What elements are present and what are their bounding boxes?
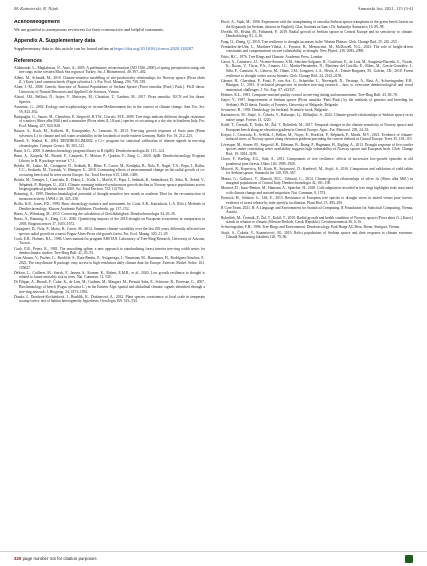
- reference-entry: Jovanović, B., 1992. Dendrology (in Serbian). Scientific book, Belgrade.: [221, 108, 329, 113]
- reference-entry: Fritts, H.C., 1976. Tree Rings and Climate. Academic Press, London.: [221, 54, 324, 59]
- reference-entry: Lloret, F., Keeling, E.G., Sala, A., 2011. Components of tree resilience: effects of successive low-growth episodes in old ponderosa pine forests. Oikos 120, 1909–1920.: [221, 156, 413, 166]
- acknowledgement-title: Acknowledgement: [14, 20, 60, 25]
- right-column: [221, 20, 413, 548]
- reference-entry: Aloni, J.-M., 2008. Genetic Structure of Natural Populations of Serbian Spruce (Picea omorika (Panč.) Purk.). Ph.D thesis. University of Natural Resources and Applied Life Sciences, Vienna.: [14, 85, 205, 95]
- references-title: References: [14, 57, 42, 64]
- reference-entry: Briffa, K.R., Jones, P.D., 1990. Basic chronology statistics and assessment. In: Cook, E.R., Kairiukstis, L.A. (Eds.), Methods of Dendrochronology. Kluwer Academic Publishers, Dordrecht, pp. 137–152.: [14, 202, 205, 211]
- reference-entry: Mazza, G., Gallucci, V., Manetti, M.C., Urbinati, C., 2014. Climate-growth relationships of silver fir (Abies alba Mill.) in marginal populations of Central Italy. Dendrochronologia 32, 181–190.: [221, 176, 413, 186]
- reference-entry: Dvořák, M., Hrubá, M., Fabianek, P., 2019. Radial growth of Serbian spruce in Central Europe and its sensitivity to climate. Dendrobiology 81, 4–16.: [221, 29, 413, 39]
- reference-entry: Schweingruber, F.H., 1996. Tree Rings and Environment. Dendroecology. Paul Haupt AG Bern, Berne, Stuttgart, Vienna.: [221, 225, 400, 230]
- reference-entry: Gazol, A., Camarero, J.J., Vicente-Serrano, S.M., Sánchez-Salguero, R., Gutiérrez, E., de Luis, M., Sangüesa-Barreda, G., Novak, K., Rozas, V., Tíscar, P.A., Linares, J.C., Martín-Hernández, N., Martínez del Castillo, E., Ribas, M., García-González, I., Silla, F., Camisón, A., Génova, M., Olano, J.M., Longares, L.A., Hevia, A., Tomás-Burguera, M., Galván, J.D., 2018. Forest resilience to drought varies across biomes. Glob. Change Biol. 24, 2143–2158.: [221, 59, 413, 78]
- reference-entry: Alstad, J.M., Bellizzi, D., Isajev, V., Matvejev, M., Christian, T., Gardner, M., 2017. Picea omorika. IUCN red list threat. Species.: [14, 95, 205, 104]
- reference-entry: Isajev, V., 1987. Improvement of Serbian spruce (Picea omorika /Panč./Purk.) by the methods of genetics and breeding (in Serbian). Ph.D thesis. Faculty of Forestry, University of Belgrade, Belgrade.: [221, 98, 413, 107]
- reference-entry: Montwé, D., Isaac-Renton, M., Hamann, A., Spiecker, H., 2018. Cold adaptation recorded in tree rings highlights risks associated with climate change and assisted migration. Nat. Commun. 9, 1574.: [221, 186, 413, 195]
- footer-text: [14, 556, 97, 561]
- reference-entry: Aldanondo, L., Maglabrous, N., Arno, A., 2005. A preliminary reconstruction (AD 1820–2000) of spring precipitation using oak tree rings in the western Black Sea region of Turkey. Int. J. Biometeorol. 49, 397–402.: [14, 65, 205, 75]
- reference-entry: Kazimirović, M., Stajić, S., Čokeša, V., Rakonjac, Lj., Bilibajkić, S., 2022. Climate-growth relationships of Serbian spruce in its native range. Forests 13, 1220.: [221, 113, 413, 122]
- appendix-text-after: .: [193, 46, 195, 52]
- reference-entry: Gärtner, H., Cherubini, P., Fonti, P., von Arx, G., Schneider, L., Nievergelt, D., Verstege, A., Bast, A., Schweingruber, F.H., Büntgen, U., 2015. A technical perspective in modern tree-ring research – how to overcome dendroecological and wood anatomical challenges. J. Vis. Exp. 97, e52337.: [221, 78, 413, 92]
- reference-entry: Pretzsch, H., Schütze, G., Uhl, E., 2013. Resistance of European tree species to drought stress in mixed versus pure forests: evidence of stress release by inter-specific facilitation. Plant Biol. 15, 483–495.: [221, 196, 413, 205]
- reference-entry: Đorić, A., Šijak, M., 1996. Experiment with the transplanting of omorika Serbian spruce transplants in the green beech forests on the Kopaonik (in Serbian, abstract in English). Glas. Instituta za šum. i Dr. Industriju Šumarstvo 16, 89–98.: [221, 20, 413, 29]
- reference-entry: Di Filippo, A., Biondi, F., Čufar, K., de Luis, M., Grabner, M., Maugeri, M., Presutti Saba, E., Schirone, B., Piovesan, G., 2007. Bioclimatology of beech (Fagus sylvatica L.) in the Eastern Alps: spatial and altitudinal climatic signals identified through a tree-ring network. J. Biogeogr. 34, 1873–1892.: [14, 280, 205, 294]
- publisher-logo-icon: [405, 555, 413, 563]
- reference-entry: Kolář, T., Čermák, P., Trnka, M., Žid, T., Rybníček, M., 2017. Temporal changes in the climate sensitivity of Norway spruce and European beech along an elevation gradient in Central Europe. Agric. For. Meteorol. 239, 24–33.: [221, 123, 413, 132]
- reference-entry: Krejza, J., Cienciala, E., Světlík, J., Bellan, M., Noyer, E., Horáček, P., Štěpánek, P., Marek, M.V., 2021. Evidence of climate-induced stress of Norway spruce along elevation gradient preceding the current dieback in Central Europe. Trees 35, 103–119.: [221, 132, 413, 142]
- reference-entry: Aussenac, G., 2002. Ecology and ecophysiology of circum-Mediterranean firs in the context of climate change. Ann. For. Sci. 59, 823–832.: [14, 105, 205, 114]
- reference-entry: DeSoto, L., Cailleret, M., Sterck, F., Jansen, S., Kramer, K., Robert, E.M.R., et al., 2020. Low growth resilience to drought is related to future mortality risk in trees. Nat. Commun. 11, 545.: [14, 270, 205, 280]
- references-list-right: [221, 20, 413, 240]
- reference-entry: Bräuning, A., 1999. Dendroclimatological potential of drought-sensitive tree stands in southern Tibet for the reconstruction of monsoon activity. IAWA J. 20, 325–338.: [14, 192, 205, 202]
- appendix-text: [14, 46, 205, 51]
- reference-entry: Fernández-de-Uña, L., Martínez-Vilalta, J., Poyatos, R., Mencuccini, M., McDowell, N.G., 2023. The role of height-driven constraints and compensations on tree vulnerability to drought. New Phytol. 239, 2083–2098.: [221, 44, 413, 54]
- acknowledgement-text: We are grateful to anonymous reviewers for their constructive and helpful comments.: [14, 27, 165, 33]
- reference-entry: Cruz-Alonso, V., Pucher, C., Ratcliffe, S., Ruiz-Benito, P., Astigarraga, J., Neumann, M., Hasenauer, H., Rodríguez-Sánchez, F., 2023. The easyclimate R package: easy access to high-resolution daily climate data for Europe. Environ. Model. Softw. 161, 105627.: [14, 256, 205, 270]
- reference-entry: R Core Team, 2021. R: A Language and Environment for Statistical Computing. R Foundation for Statistical Computing, Vienna, Austria.: [221, 205, 413, 215]
- reference-entry: Lévesque, M., Saurer, M., Siegwolf, R., Eilmann, B., Brang, P., Bugmann, H., Rigling, A., 2013. Drought response of five conifer species under contrasting water availability suggests high vulnerability of Norway spruce and European larch. Glob. Change Biol. 19, 3184–3199.: [221, 142, 413, 156]
- reference-entry: Bunn, A., Korpela, M., Biondi, F., Campelo, F., Mérian, P., Qeadan, F., Zang, C., 2020. dplR: Dendrochronology Program Library in R. R package version 1.7.1.: [14, 153, 205, 163]
- reference-entry: Buras, A., Rammig, A., Zang, C.S., 2020. Quantifying impacts of the 2018 drought on European ecosystems in comparison to 2003. Biogeosciences 17, 1655–1672.: [14, 217, 205, 226]
- reference-entry: Castagneri, D., Nola, P., Motta, R., Carrer, M., 2014. Summer climate variability over the last 250 years differently affected tree species radial growth in a mesic Fagus-Abies-Picea old-growth forest. For. Ecol. Manag. 320, 21–29.: [14, 226, 205, 236]
- reference-entry: Fang, O., Zhang, Q., 2019. Tree resilience to drought increases in the Tibetan Plateau. Glob. Change Biol. 25, 245–253.: [221, 39, 398, 44]
- reference-entry: Bošela, M., Tumajer, J., Cienciala, E., Dobor, L., Kulla, L., Marčiš, P., Popa, I., Sedmák, R., Sedmáková, D., Sitko, R., Šebeň, V., Štěpánek, P., Büntgen, U., 2021. Climate warming induced synchronous growth decline in Norway spruce populations across biogeographical gradients since 2000. Sci. Total Environ. 752, 141794.: [14, 178, 205, 192]
- references-list-left: [14, 66, 205, 304]
- reference-entry: Buras, A., Wilmking, M., 2015. Correcting the calculation of Gleichläufigkeit. Dendrochronologia 34, 29–30.: [14, 212, 176, 216]
- reference-entry: Biondi, F., Waikul, K., 2004. DENDROCLIM2002: a C++ program for statistical calibration of climate signals in tree-ring chronologies. Comput. Geosci. 30, 303–311.: [14, 138, 205, 148]
- reference-entry: Bošela, M., Lukac, M., Castagneri, D., Sedmák, R., Biber, P., Carrer, M., Konôpka, B., Nola, P., Nagel, T.A., Popa, I., Roibu, C.C., Svoboda, M., Trotsiuk, V., Büntgen, U., 2018. Contrasting effects of environmental change on the radial growth of co-occurring beech and fir trees across Europe. Sci. Total Environ. 615, 1460–1469.: [14, 163, 205, 177]
- running-journal-cite: Šumarski list, 2021, 115 (3-4): [358, 6, 413, 11]
- reference-entry: Battipaglia, G., Saurer, M., Cherubini, P., Siegwolf, R.T.W., Cotrufo, M.F., 2009. Tree rings indicate different drought resistance of a native (Abies alba Mill.) and a nonnative (Picea abies (L.) Karst.) species co-occurring at a dry site in Southern Italy. For. Ecol. Manag. 257, 820–828.: [14, 114, 205, 128]
- reference-entry: Bunn, A.G., 2008. A dendrochronology program library in R (dplR). Dendrochronologia 26, 115–124.: [14, 148, 165, 153]
- reference-entry: Cook, E.R., Peters, K., 1981. The smoothing spline: a new approach to standardizing forest interior tree-ring width series for dendroclimatic studies. Tree-Ring Bull. 41, 45–53.: [14, 246, 205, 256]
- page-number: 320: [14, 556, 22, 561]
- reference-entry: Douda, J., Doudová-Kochánková, J., Boublík, K., Drašnarová, A., 2012. Plant species coexistence at local scale in temperate swamp forest: test of habitat heterogeneity hypothesis. Oecologia 169, 523–534.: [14, 294, 205, 304]
- page-footer: [0, 551, 427, 566]
- page-header: [14, 6, 413, 16]
- reference-entry: Matović, B., Koprivica, M., Kisin, B., Stojanović, D., Kneževič, M., Stajić, S., 2016. Comparison and validation of yield tables for Serbian spruce. Šumarski list 140, 359–367.: [221, 166, 413, 176]
- reference-entry: Stajić, S., Čokeša, V., Kazimirović, M., 2019. Relict populations of Serbian spruce and their response to climate extremes. Glasnik Šumarskog fakulteta 120, 79–96.: [221, 230, 413, 240]
- reference-entry: Holmes, R.L., 1983. Computer-assisted quality control in tree-ring dating and measurement. Tree-Ring Bull. 43, 69–78.: [221, 93, 398, 98]
- reference-entry: Cook, E.R., Holmes, R.L., 1986. Users manual for program ARSTAN. Laboratory of Tree-Ring Research, University of Arizona, Tucson.: [14, 236, 205, 246]
- supplementary-data-link[interactable]: https://doi.org/10.1016/j.foreco.2020.118287: [114, 46, 194, 52]
- appendix-title: Appendix A. Supplementary data: [14, 38, 96, 45]
- running-authors: M. Kaźmierski, R. Nijak: [14, 6, 59, 11]
- left-column: [14, 20, 205, 548]
- footer-caption: page number not for citation purposes: [22, 556, 97, 561]
- appendix-text-before: Supplementary data to this article can be found online at: [14, 46, 115, 52]
- reference-entry: Bauwe, A., Koch, M., Kallweit, R., Konopatzky, A., Lennartz, B., 2013. Tree-ring growth response of Scots pine (Pinus sylvestris L.) to climate and soil water availability in the lowlands of north-eastern Germany. Baltic For. 19, 212–225.: [14, 129, 205, 138]
- reference-entry: Albert, M., Schmidt, M., 2010. Climate-sensitive modelling of site-productivity relationships for Norway spruce (Picea abies (L.) Karst.) and common beech (Fagus sylvatica L.). For. Ecol. Manag. 259, 739–749.: [14, 75, 205, 85]
- reference-entry: Rybníček, M., Čermák, P., Žid, T., Kolář, T., 2010. Radial growth and health condition of Norway spruce (Picea abies (L.) Karst.) stands in relation to climate (Silesian Beskids, Czech Republic). Geochronometria 36, 9–16.: [221, 215, 413, 225]
